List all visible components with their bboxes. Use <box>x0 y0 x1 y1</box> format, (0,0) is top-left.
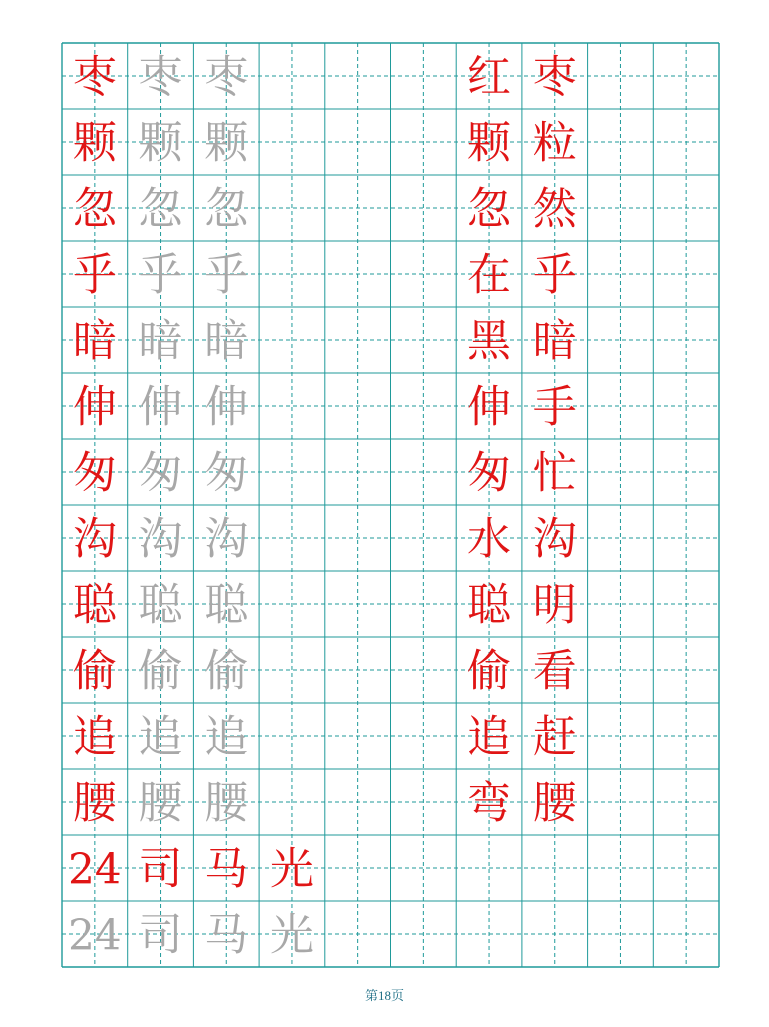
trace-character: 颗 <box>138 117 183 169</box>
model-character: 暗 <box>72 315 117 367</box>
word-pair-character: 在 <box>467 249 512 301</box>
character-layer <box>68 52 578 961</box>
word-pair-character: 枣 <box>532 51 577 103</box>
model-character: 腰 <box>72 777 117 829</box>
lesson-title-trace-character: 光 <box>269 909 314 961</box>
word-pair-character: 忙 <box>532 447 577 499</box>
word-pair-character: 水 <box>467 513 512 565</box>
word-pair-character: 沟 <box>532 513 577 565</box>
trace-character: 沟 <box>138 513 183 565</box>
trace-character: 沟 <box>204 513 249 565</box>
trace-character: 枣 <box>138 51 183 103</box>
word-pair-character: 匆 <box>467 447 512 499</box>
model-character: 伸 <box>72 381 117 433</box>
model-character: 枣 <box>72 51 117 103</box>
word-pair-character: 聪 <box>467 579 512 631</box>
trace-character: 枣 <box>204 51 249 103</box>
model-character: 追 <box>72 711 117 763</box>
model-character: 乎 <box>72 249 117 301</box>
word-pair-character: 赶 <box>532 711 577 763</box>
trace-character: 聪 <box>204 579 249 631</box>
trace-character: 偷 <box>204 645 249 697</box>
page-number: 第18页 <box>364 988 404 1003</box>
word-pair-character: 粒 <box>532 117 577 169</box>
model-character: 聪 <box>72 579 117 631</box>
word-pair-character: 明 <box>532 579 577 631</box>
word-pair-character: 看 <box>532 645 577 697</box>
trace-character: 聪 <box>138 579 183 631</box>
trace-character: 忽 <box>138 183 183 235</box>
word-pair-character: 偷 <box>467 645 512 697</box>
word-pair-character: 腰 <box>532 777 577 829</box>
trace-character: 颗 <box>204 117 249 169</box>
lesson-title-character: 光 <box>269 843 314 895</box>
word-pair-character: 暗 <box>532 315 577 367</box>
trace-character: 暗 <box>204 315 249 367</box>
trace-character: 乎 <box>138 249 183 301</box>
word-pair-character: 红 <box>467 51 512 103</box>
word-pair-character: 黑 <box>467 315 512 367</box>
model-character: 颗 <box>72 117 117 169</box>
trace-character: 伸 <box>138 381 183 433</box>
lesson-title-trace-number: 24 <box>68 910 122 960</box>
model-character: 匆 <box>72 447 117 499</box>
word-pair-character: 乎 <box>532 249 577 301</box>
trace-character: 追 <box>138 711 183 763</box>
model-character: 忽 <box>72 183 117 235</box>
word-pair-character: 伸 <box>467 381 512 433</box>
trace-character: 匆 <box>204 447 249 499</box>
trace-character: 追 <box>204 711 249 763</box>
trace-character: 偷 <box>138 645 183 697</box>
lesson-title-trace-character: 马 <box>204 909 249 961</box>
lesson-title-number: 24 <box>68 844 122 894</box>
word-pair-character: 颗 <box>467 117 512 169</box>
lesson-title-character: 马 <box>204 843 249 895</box>
word-pair-character: 弯 <box>467 777 512 829</box>
trace-character: 伸 <box>204 381 249 433</box>
trace-character: 暗 <box>138 315 183 367</box>
trace-character: 忽 <box>204 183 249 235</box>
trace-character: 乎 <box>204 249 249 301</box>
word-pair-character: 手 <box>532 381 577 433</box>
trace-character: 匆 <box>138 447 183 499</box>
trace-character: 腰 <box>138 777 183 829</box>
model-character: 沟 <box>72 513 117 565</box>
lesson-title-trace-character: 司 <box>138 909 183 961</box>
word-pair-character: 追 <box>467 711 512 763</box>
word-pair-character: 忽 <box>467 183 512 235</box>
word-pair-character: 然 <box>532 183 577 235</box>
trace-character: 腰 <box>204 777 249 829</box>
lesson-title-character: 司 <box>138 843 183 895</box>
model-character: 偷 <box>72 645 117 697</box>
